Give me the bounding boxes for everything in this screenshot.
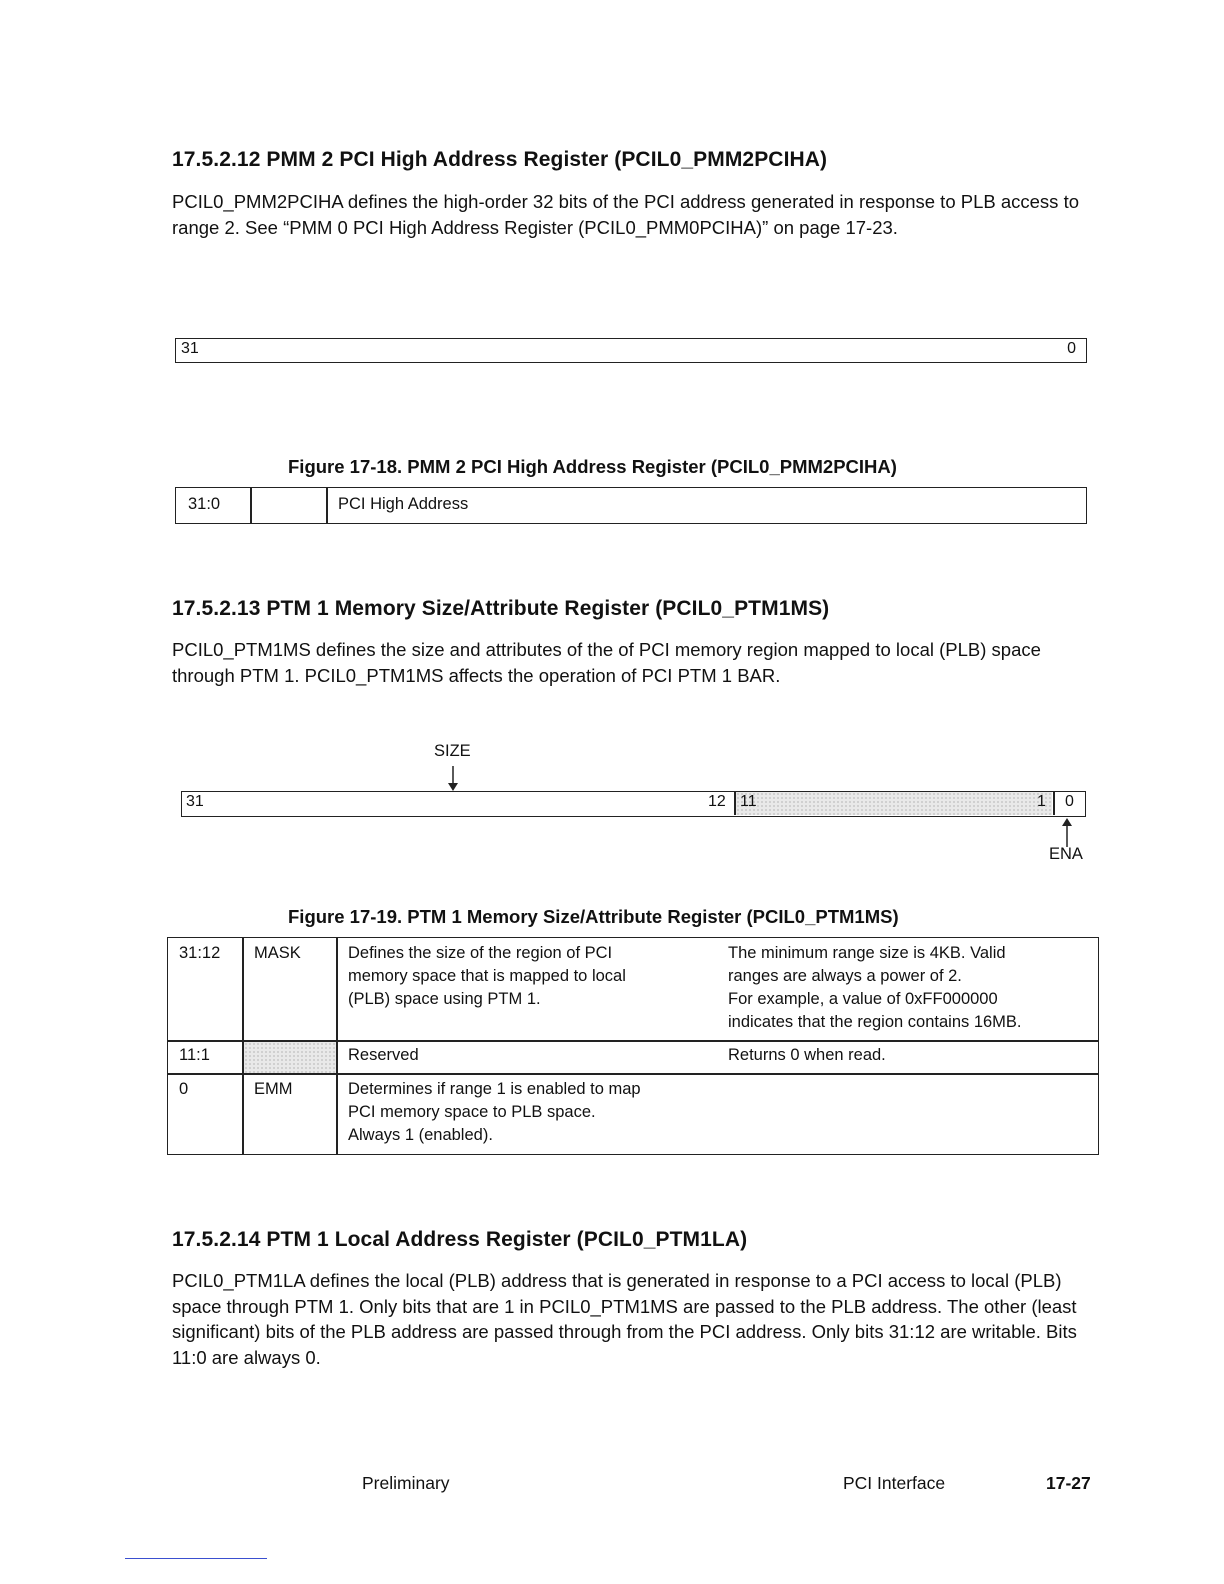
- bit-label-31: 31: [186, 793, 204, 810]
- field-bits: 11:1: [179, 1046, 210, 1064]
- ena-arrow-icon: [1060, 817, 1074, 847]
- field-name: MASK: [254, 944, 301, 962]
- field-description: Determines if range 1 is enabled to map PCI memory space to PLB space. Always 1 (enabled).: [348, 1080, 641, 1144]
- field-bits: 31:0: [188, 495, 221, 513]
- footer-status: Preliminary: [362, 1473, 450, 1493]
- ena-label: ENA: [1049, 845, 1083, 863]
- field-description: Reserved: [348, 1046, 419, 1064]
- size-arrow-icon: [446, 766, 460, 792]
- figure-caption-17-18: Figure 17-18. PMM 2 PCI High Address Register (PCIL0_PMM2PCIHA): [288, 456, 897, 477]
- section-paragraph-ptm1ms: PCIL0_PTM1MS defines the size and attributes of the of PCI memory region mapped to local (PLB) space through PTM 1. PCIL0_PTM1MS affects the operation of PCI PTM 1 BAR.: [172, 639, 1041, 686]
- section-paragraph-pmm2pciha: PCIL0_PMM2PCIHA defines the high-order 32 bits of the PCI address generated in response to PLB access to range 2. See “PMM 0 PCI High Address Register (PCIL0_PMM0PCIHA)” on page 17-23.: [172, 191, 1080, 238]
- bit-label-31: 31: [181, 340, 199, 357]
- reserved-name-shading: [244, 1042, 336, 1073]
- reserved-bits-shading: [736, 792, 1052, 815]
- field-table-pmm2pciha: [175, 487, 1087, 524]
- field-name: EMM: [254, 1080, 293, 1098]
- field-description: Defines the size of the region of PCI memory space that is mapped to local (PLB) space using PTM 1.: [348, 944, 626, 1008]
- section-paragraph-ptm1la: PCIL0_PTM1LA defines the local (PLB) address that is generated in response to a PCI access to local (PLB) space through PTM 1. Only bits that are 1 in PCIL0_PTM1MS are passed to the PLB address. The other (least significant) bits of the PLB address are passed through from the PCI address. Only bits 31:12 are writable. Bits 11:0 are always 0.: [172, 1270, 1077, 1368]
- field-bits: 0: [179, 1080, 189, 1098]
- section-heading-ptm1ms: 17.5.2.13 PTM 1 Memory Size/Attribute Register (PCIL0_PTM1MS): [172, 597, 830, 620]
- bit-label-12: 12: [708, 793, 726, 810]
- field-description: PCI High Address: [338, 495, 469, 513]
- figure-caption-17-19: Figure 17-19. PTM 1 Memory Size/Attribute Register (PCIL0_PTM1MS): [288, 906, 899, 927]
- section-heading-pmm2pciha: 17.5.2.12 PMM 2 PCI High Address Register (PCIL0_PMM2PCIHA): [172, 148, 828, 171]
- bit-label-11: 11: [740, 793, 757, 810]
- field-notes: Returns 0 when read.: [728, 1046, 886, 1064]
- bit-label-1: 1: [1037, 793, 1046, 810]
- footer-chapter: PCI Interface: [843, 1473, 946, 1493]
- field-bits: 31:12: [179, 944, 221, 962]
- section-heading-ptm1la: 17.5.2.14 PTM 1 Local Address Register (PCIL0_PTM1LA): [172, 1228, 748, 1251]
- bit-label-0: 0: [1065, 793, 1074, 810]
- register-diagram-ptm1ms: [181, 791, 1086, 817]
- field-table-ptm1ms: [167, 937, 1099, 1155]
- bottom-rule: [125, 1558, 267, 1559]
- footer-page-number: 17-27: [1046, 1473, 1091, 1493]
- bit-label-0: 0: [1067, 340, 1076, 357]
- size-label: SIZE: [434, 742, 471, 760]
- register-diagram-pmm2pciha: [175, 338, 1087, 363]
- field-notes: The minimum range size is 4KB. Valid ranges are always a power of 2. For example, a value of 0xFF000000 indicates that the region contains 16MB.: [728, 944, 1022, 1031]
